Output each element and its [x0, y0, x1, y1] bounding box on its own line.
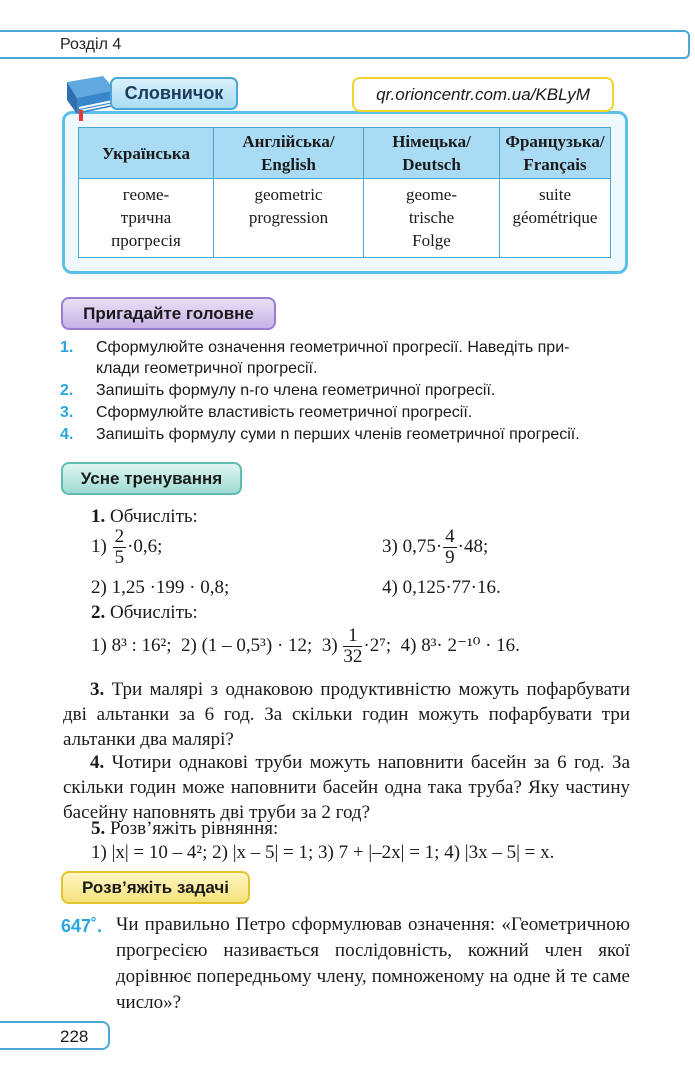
- item-text: Запишіть формулу суми n перших членів геометричної прогресії.: [96, 426, 580, 443]
- page-number: 228: [60, 1027, 89, 1046]
- header-ukrainian: Українська: [79, 128, 214, 179]
- cell-french: suite géométrique: [500, 179, 611, 258]
- task-1-expr-4: 4) 0,125·77·16.: [382, 577, 501, 598]
- table-header-row: [79, 128, 611, 179]
- dictionary-table: [78, 127, 611, 258]
- tasks-title: Розв’яжіть задачі: [61, 871, 250, 904]
- item-text: Сформулюйте означення геометричної прогресії. Наведіть при- клади геометричної прогресії.: [96, 339, 570, 377]
- header-german: Німецька/ Deutsch: [364, 128, 500, 179]
- item-number: 3.: [60, 404, 74, 421]
- item-text: Запишіть формулу n-го члена геометричної прогресії.: [96, 382, 496, 399]
- task-4: 4. Чотири однакові труби можуть наповнити басейн за 6 год. За скільки годин може наповнити басейн одна така труба? Яку частину басейну наповнять дві труби за 2 год?: [63, 752, 630, 823]
- header-french: Французька/ Français: [500, 128, 611, 179]
- chapter-title: Розділ 4: [60, 36, 122, 53]
- recall-title: Пригадайте головне: [61, 297, 276, 330]
- header-english: Англійська/ English: [214, 128, 364, 179]
- item-number: 2.: [60, 382, 74, 399]
- task-2-expressions: 1) 8³ : 16²; 2) (1 – 0,5³) · 12; 3) $\frac{1}{32}$ ·2⁷; 4) 8³· 2⁻¹⁰ · 16.: [91, 625, 520, 667]
- problem-647-text: Чи правильно Петро сформулював означення: «Геометричною прогресією називається послідовність, кожний член якої дорівнює попередньому члену, помноженому на одне й те саме число»?: [116, 914, 630, 1013]
- dictionary-title: Словничок: [110, 77, 238, 110]
- item-number: 4.: [60, 426, 74, 443]
- task-1-expr-2: 2) 1,25 ·199 · 0,8;: [91, 577, 230, 598]
- item-number: 1.: [60, 339, 74, 356]
- item-text: Сформулюйте властивість геометричної прогресії.: [96, 404, 473, 421]
- task-5-heading: 5. Розв’яжіть рівняння:: [91, 818, 279, 839]
- task-1-expr-1: 1) $\frac{2}{5}$ ·0,6;: [91, 526, 163, 568]
- cell-ukrainian: геоме- трична прогресія: [79, 179, 214, 258]
- cell-english: geometric progression: [214, 179, 364, 258]
- table-row: [79, 179, 611, 258]
- task-3: 3. Три малярі з однаковою продуктивністю можуть пофарбувати дві альтанки за 6 год. За скільки годин можуть пофарбувати три альтанки два малярі?: [63, 679, 630, 750]
- task-5-equations: 1) |x| = 10 – 4²; 2) |x – 5| = 1; 3) 7 + |–2x| = 1; 4) |3x – 5| = x.: [91, 842, 555, 863]
- page-footer: [0, 1021, 110, 1050]
- cell-german: geome- trische Folge: [364, 179, 500, 258]
- problem-647-number: 647˚.: [61, 916, 103, 936]
- qr-link[interactable]: qr.orioncentr.com.ua/KBLyM: [352, 77, 614, 112]
- oral-training-title: Усне тренування: [61, 462, 242, 495]
- task-1-heading: 1. Обчисліть:: [91, 506, 198, 527]
- task-1-expr-3: 3) 0,75· $\frac{4}{9}$ ·48;: [382, 526, 489, 568]
- task-2-heading: 2. Обчисліть:: [91, 602, 198, 623]
- chapter-header: [0, 30, 690, 59]
